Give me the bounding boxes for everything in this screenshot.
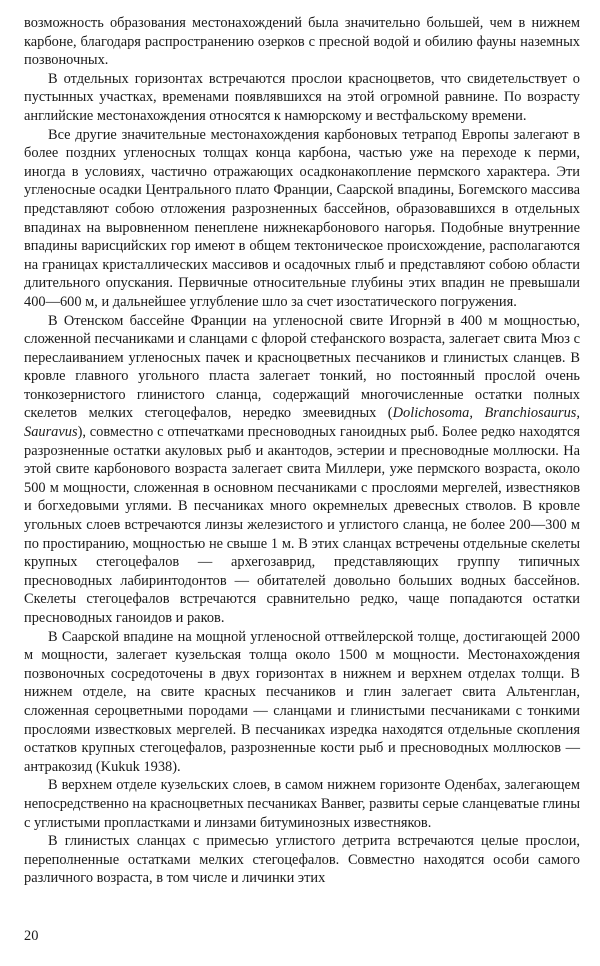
paragraph-5: В Саарской впадине на мощной угленосной оттвейлерской толще, достигающей 2000 м мощности, залегает кузельская толща около 1500 м мощности. Местонахождения позвоночных сосредоточены в двух горизонтах в нижнем и верхнем отделах толщи. В нижнем отделе, на свите красных песчаников и глин залегает свита Альтенглан, сложенная сероцветными породами — сланцами и глинистыми песчаниками с тонкими прослоями известковых мергелей. В песчаниках изредка находятся отдельные скопления остатков крупных стегоцефалов, разрозненные кости рыб и пресноводных моллюсков — антракозид (Kukuk 1938). bbox=[24, 628, 580, 775]
paragraph-6: В верхнем отделе кузельских слоев, в самом нижнем горизонте Оденбах, залегающем непосредственно на красноцветных песчаниках Ванвег, развиты серые сланцеватые глины с углистыми пропластками и линзами битуминозных известняков. bbox=[24, 777, 580, 831]
genus-names: Dolichosoma, Branchiosaurus, Sauravus bbox=[24, 405, 580, 441]
paragraph-1: возможность образования местонахождений была значительно большей, чем в нижнем карбоне, благодаря распространению озерков с пресной водой и обилию фауны наземных позвоночных. bbox=[24, 15, 580, 69]
page-number: 20 bbox=[24, 928, 39, 944]
paragraph-7: В глинистых сланцах с примесью углистого детрита встречаются целые прослои, переполненные остатками мелких стегоцефалов. Совместно находятся особи самого различного возраста, в том числе и личинки этих bbox=[24, 833, 580, 887]
paragraph-4: В Отенском бассейне Франции на угленосной свите Игорнэй в 400 м мощностью, сложенной песчаниками и сланцами с флорой стефанского возраста, залегает свита Мюз с переслаиванием угленосных пачек и красноцветных песчаников и глинистых сланцев. В кровле главного угольного пласта залегает тонкий, но постоянный прослой очень тонкозернистого глинистого сланца, содержащий многочисленные остатки полных скелетов мелких стегоцефалов, нередко змеевидных (Dolichosoma, Branchiosaurus, Sauravus), совместно с отпечатками пресноводных ганоидных рыб. Более редко находятся разрозненные остатки акуловых рыб и акантодов, эстерии и пресноводные моллюски. На этой свите карбонового возраста залегает свита Миллери, уже пермского возраста, около 500 м мощности, сложенная в основном песчаниками с прослоями мергелей, известняков и богхедовыми углями. В песчаниках много окремнелых древесных стволов. В кровле угольных слоев встречаются линзы железистого и углистого сланца, не более 200—300 м по простиранию, мощностью не свыше 1 м. В этих сланцах встречены отдельные скелеты крупных стегоцефалов — архегозаврид, представляющих группу типичных пресноводных лабиринтодонтов — обитателей довольно больших водных бассейнов. Скелеты стегоцефалов встречаются сравнительно редко, чаще попадаются остатки пресноводных ганоидов и раков. bbox=[24, 312, 580, 626]
paragraph-2: В отдельных горизонтах встречаются прослои красноцветов, что свидетельствует о пустынных участках, временами появлявшихся на этой огромной равнине. По возрасту английские местонахождения относятся к намюрскому и вестфальскому времени. bbox=[24, 70, 580, 124]
book-page bbox=[24, 14, 580, 954]
paragraph-3: Все другие значительные местонахождения карбоновых тетрапод Европы залегают в более поздних угленосных толщах конца карбона, частью уже на переходе к перми, иногда в условиях, частично отражающих осадконакопление пермского характера. Эти угленосные осадки Центрального плато Франции, Саарской впадины, Богемского массива представляют собою отложения разрозненных бассейнов, образовавшихся в отдельных впадинах на выровненном пенеплене нижнекарбонового нагорья. Подобные внутренние впадины варисцийских гор имеют в общем тектоническое происхождение, располагаются на границах кристаллических массивов и осадочных глыб и представляют собою области длительного опускания. Первичные относительные глубины этих впадин не превышали 400—600 м, и дальнейшее углубление шло за счет изостатического погружения. bbox=[24, 126, 580, 310]
